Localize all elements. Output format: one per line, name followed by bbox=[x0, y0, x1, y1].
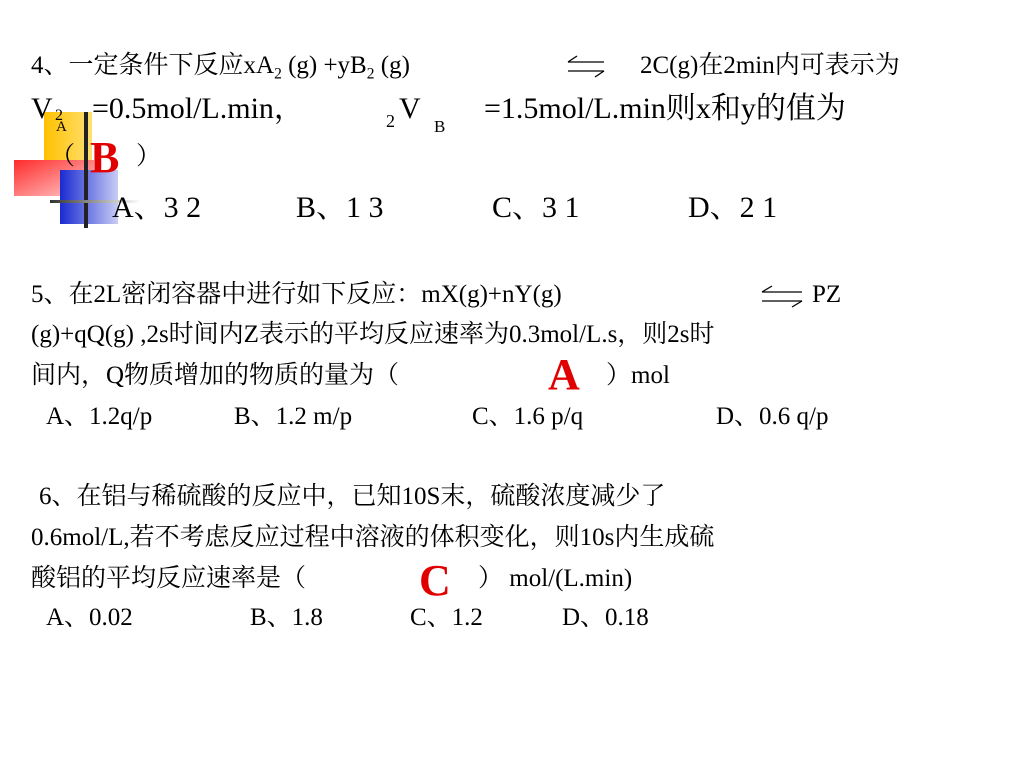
q5-line-3 bbox=[31, 363, 399, 388]
equilibrium-arrow-icon bbox=[566, 54, 606, 83]
paren: ） bbox=[136, 143, 162, 170]
q4-option-c: C、3 1 bbox=[492, 191, 580, 224]
q4-option-a: A、3 2 bbox=[112, 191, 202, 224]
q4-options bbox=[112, 193, 777, 223]
q4-line-2-pre bbox=[386, 112, 395, 130]
q4-text: =1.5mol/L.min则x和y的值为 bbox=[484, 92, 846, 125]
q5-text: PZ bbox=[812, 281, 842, 308]
q6-option-b: B、1.8 bbox=[250, 604, 323, 631]
q5-options bbox=[46, 404, 829, 429]
q6-line-3-end bbox=[478, 566, 632, 591]
q6-text: ） mol/(L.min) bbox=[478, 565, 633, 592]
q4-sub-a bbox=[56, 120, 67, 135]
q4-line-1-end bbox=[640, 53, 900, 78]
q6-option-d: D、0.18 bbox=[562, 604, 649, 631]
q5-option-c: C、1.6 p/q bbox=[472, 403, 584, 430]
q4-line-2-vb bbox=[399, 94, 421, 124]
q4-text: (g) bbox=[374, 52, 410, 79]
q4-option-b: B、1 3 bbox=[296, 191, 384, 224]
q5-text: (g)+qQ(g) ,2s时间内Z表示的平均反应速率为0.3mol/L.s，则2s时 bbox=[31, 321, 715, 348]
q5-line-1 bbox=[31, 282, 562, 307]
q6-option-c: C、1.2 bbox=[410, 604, 483, 631]
q6-line-1 bbox=[39, 484, 665, 509]
q6-line-2 bbox=[31, 525, 714, 550]
subscript: A bbox=[56, 119, 67, 135]
q4-text: V bbox=[31, 92, 53, 125]
paren: （ bbox=[50, 143, 76, 170]
q4-paren-open bbox=[50, 144, 75, 169]
subscript: 2 bbox=[366, 65, 375, 83]
q4-text: (g) +yB bbox=[281, 52, 367, 79]
q4-line-2-eq1 bbox=[92, 94, 304, 124]
q6-text: 0.6mol/L,若不考虑反应过程中溶液的体积变化，则10s内生成硫 bbox=[31, 524, 715, 551]
equilibrium-arrow-icon bbox=[760, 284, 804, 313]
q5-text: ）mol bbox=[606, 362, 670, 389]
q5-option-a: A、1.2q/p bbox=[46, 403, 153, 430]
q4-answer: B bbox=[90, 133, 120, 182]
q5-text: 5、在2L密闭容器中进行如下反应：mX(g)+nY(g) bbox=[31, 281, 562, 308]
q6-option-a: A、0.02 bbox=[46, 604, 133, 631]
q4-line-2 bbox=[31, 94, 53, 124]
q5-line-3-end bbox=[606, 363, 670, 388]
q4-paren-close bbox=[136, 144, 161, 169]
q5-line-2 bbox=[31, 322, 715, 347]
q5-line-1-end bbox=[812, 282, 841, 307]
q5-option-d: D、0.6 q/p bbox=[716, 403, 829, 430]
q5-option-b: B、1.2 m/p bbox=[234, 403, 353, 430]
q6-text: 6、在铝与稀硫酸的反应中，已知10S末，硫酸浓度减少了 bbox=[39, 483, 666, 510]
q4-line-2-eq2 bbox=[484, 94, 846, 124]
subscript: 2 bbox=[55, 107, 63, 124]
q5-answer: A bbox=[548, 350, 580, 399]
q4-option-d: D、2 1 bbox=[688, 191, 778, 224]
subscript: B bbox=[434, 117, 446, 136]
subscript: 2 bbox=[274, 65, 282, 83]
q4-text: =0.5mol/L.min， bbox=[92, 92, 304, 125]
q6-answer: C bbox=[419, 556, 451, 605]
q4-text: 2 bbox=[386, 111, 395, 131]
q4-text: 2C(g)在2min内可表示为 bbox=[640, 52, 900, 79]
q5-text: 间内，Q物质增加的物质的量为（ bbox=[31, 362, 400, 389]
q6-line-3 bbox=[31, 566, 306, 591]
q4-sub-b bbox=[434, 118, 445, 135]
q4-line-1 bbox=[31, 53, 410, 82]
q6-text: 酸铝的平均反应速率是（ bbox=[31, 565, 307, 592]
q6-options bbox=[46, 605, 649, 630]
q4-text: V bbox=[399, 92, 421, 125]
q4-text: 4、一定条件下反应xA bbox=[31, 52, 275, 79]
